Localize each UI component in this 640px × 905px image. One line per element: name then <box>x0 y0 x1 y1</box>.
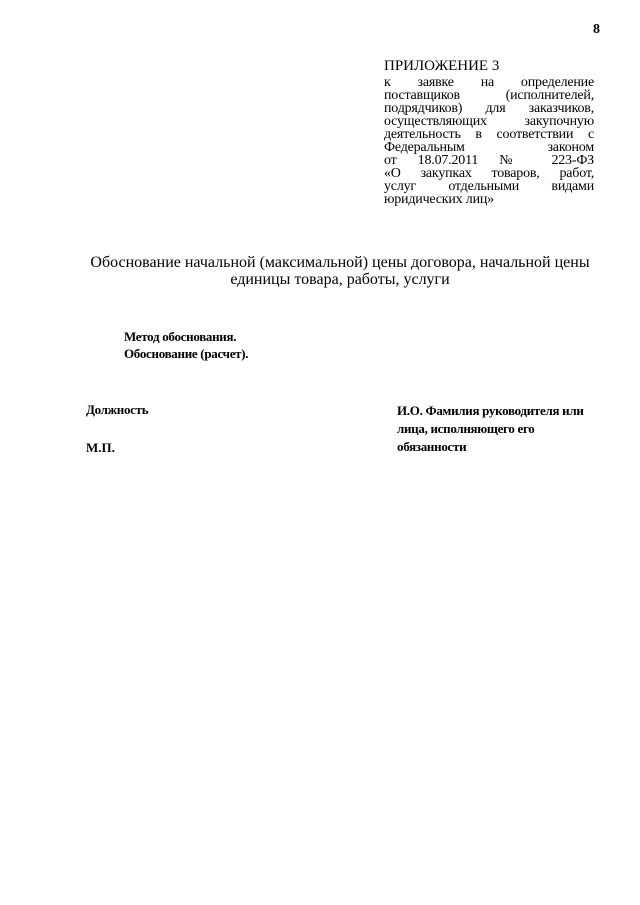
position-label: Должность <box>86 402 149 417</box>
appendix-line: юридических лиц» <box>384 192 494 207</box>
signer-line: обязанности <box>397 439 467 454</box>
method-line: Метод обоснования. <box>124 329 237 344</box>
appendix-line: Федеральным законом <box>384 140 594 155</box>
appendix-line: услуг отдельными видами <box>384 179 594 194</box>
signer-line: лица, исполняющего его <box>397 421 535 436</box>
appendix-line: «О закупках товаров, работ, <box>384 166 594 181</box>
heading-line: Обоснование начальной (максимальной) цены договора, начальной цены <box>90 254 590 271</box>
appendix-line: подрядчиков) для заказчиков, <box>384 101 594 116</box>
calculation-line: Обоснование (расчет). <box>124 346 249 361</box>
heading-line: единицы товара, работы, услуги <box>230 271 450 288</box>
appendix-line: осуществляющих закупочную <box>384 114 594 129</box>
appendix-line: от 18.07.2011 № 223-ФЗ <box>384 153 594 168</box>
seal-label: М.П. <box>86 440 115 455</box>
appendix-title: ПРИЛОЖЕНИЕ 3 <box>384 58 500 74</box>
appendix-line: к заявке на определение <box>384 75 594 90</box>
signer-line: И.О. Фамилия руководителя или <box>397 403 584 418</box>
appendix-line: поставщиков (исполнителей, <box>384 88 594 103</box>
appendix-block <box>384 58 594 206</box>
appendix-line: деятельность в соответствии с <box>384 127 594 142</box>
signer-block <box>397 402 584 456</box>
method-block <box>124 328 248 362</box>
page-number: 8 <box>593 22 600 37</box>
document-heading <box>60 254 620 288</box>
